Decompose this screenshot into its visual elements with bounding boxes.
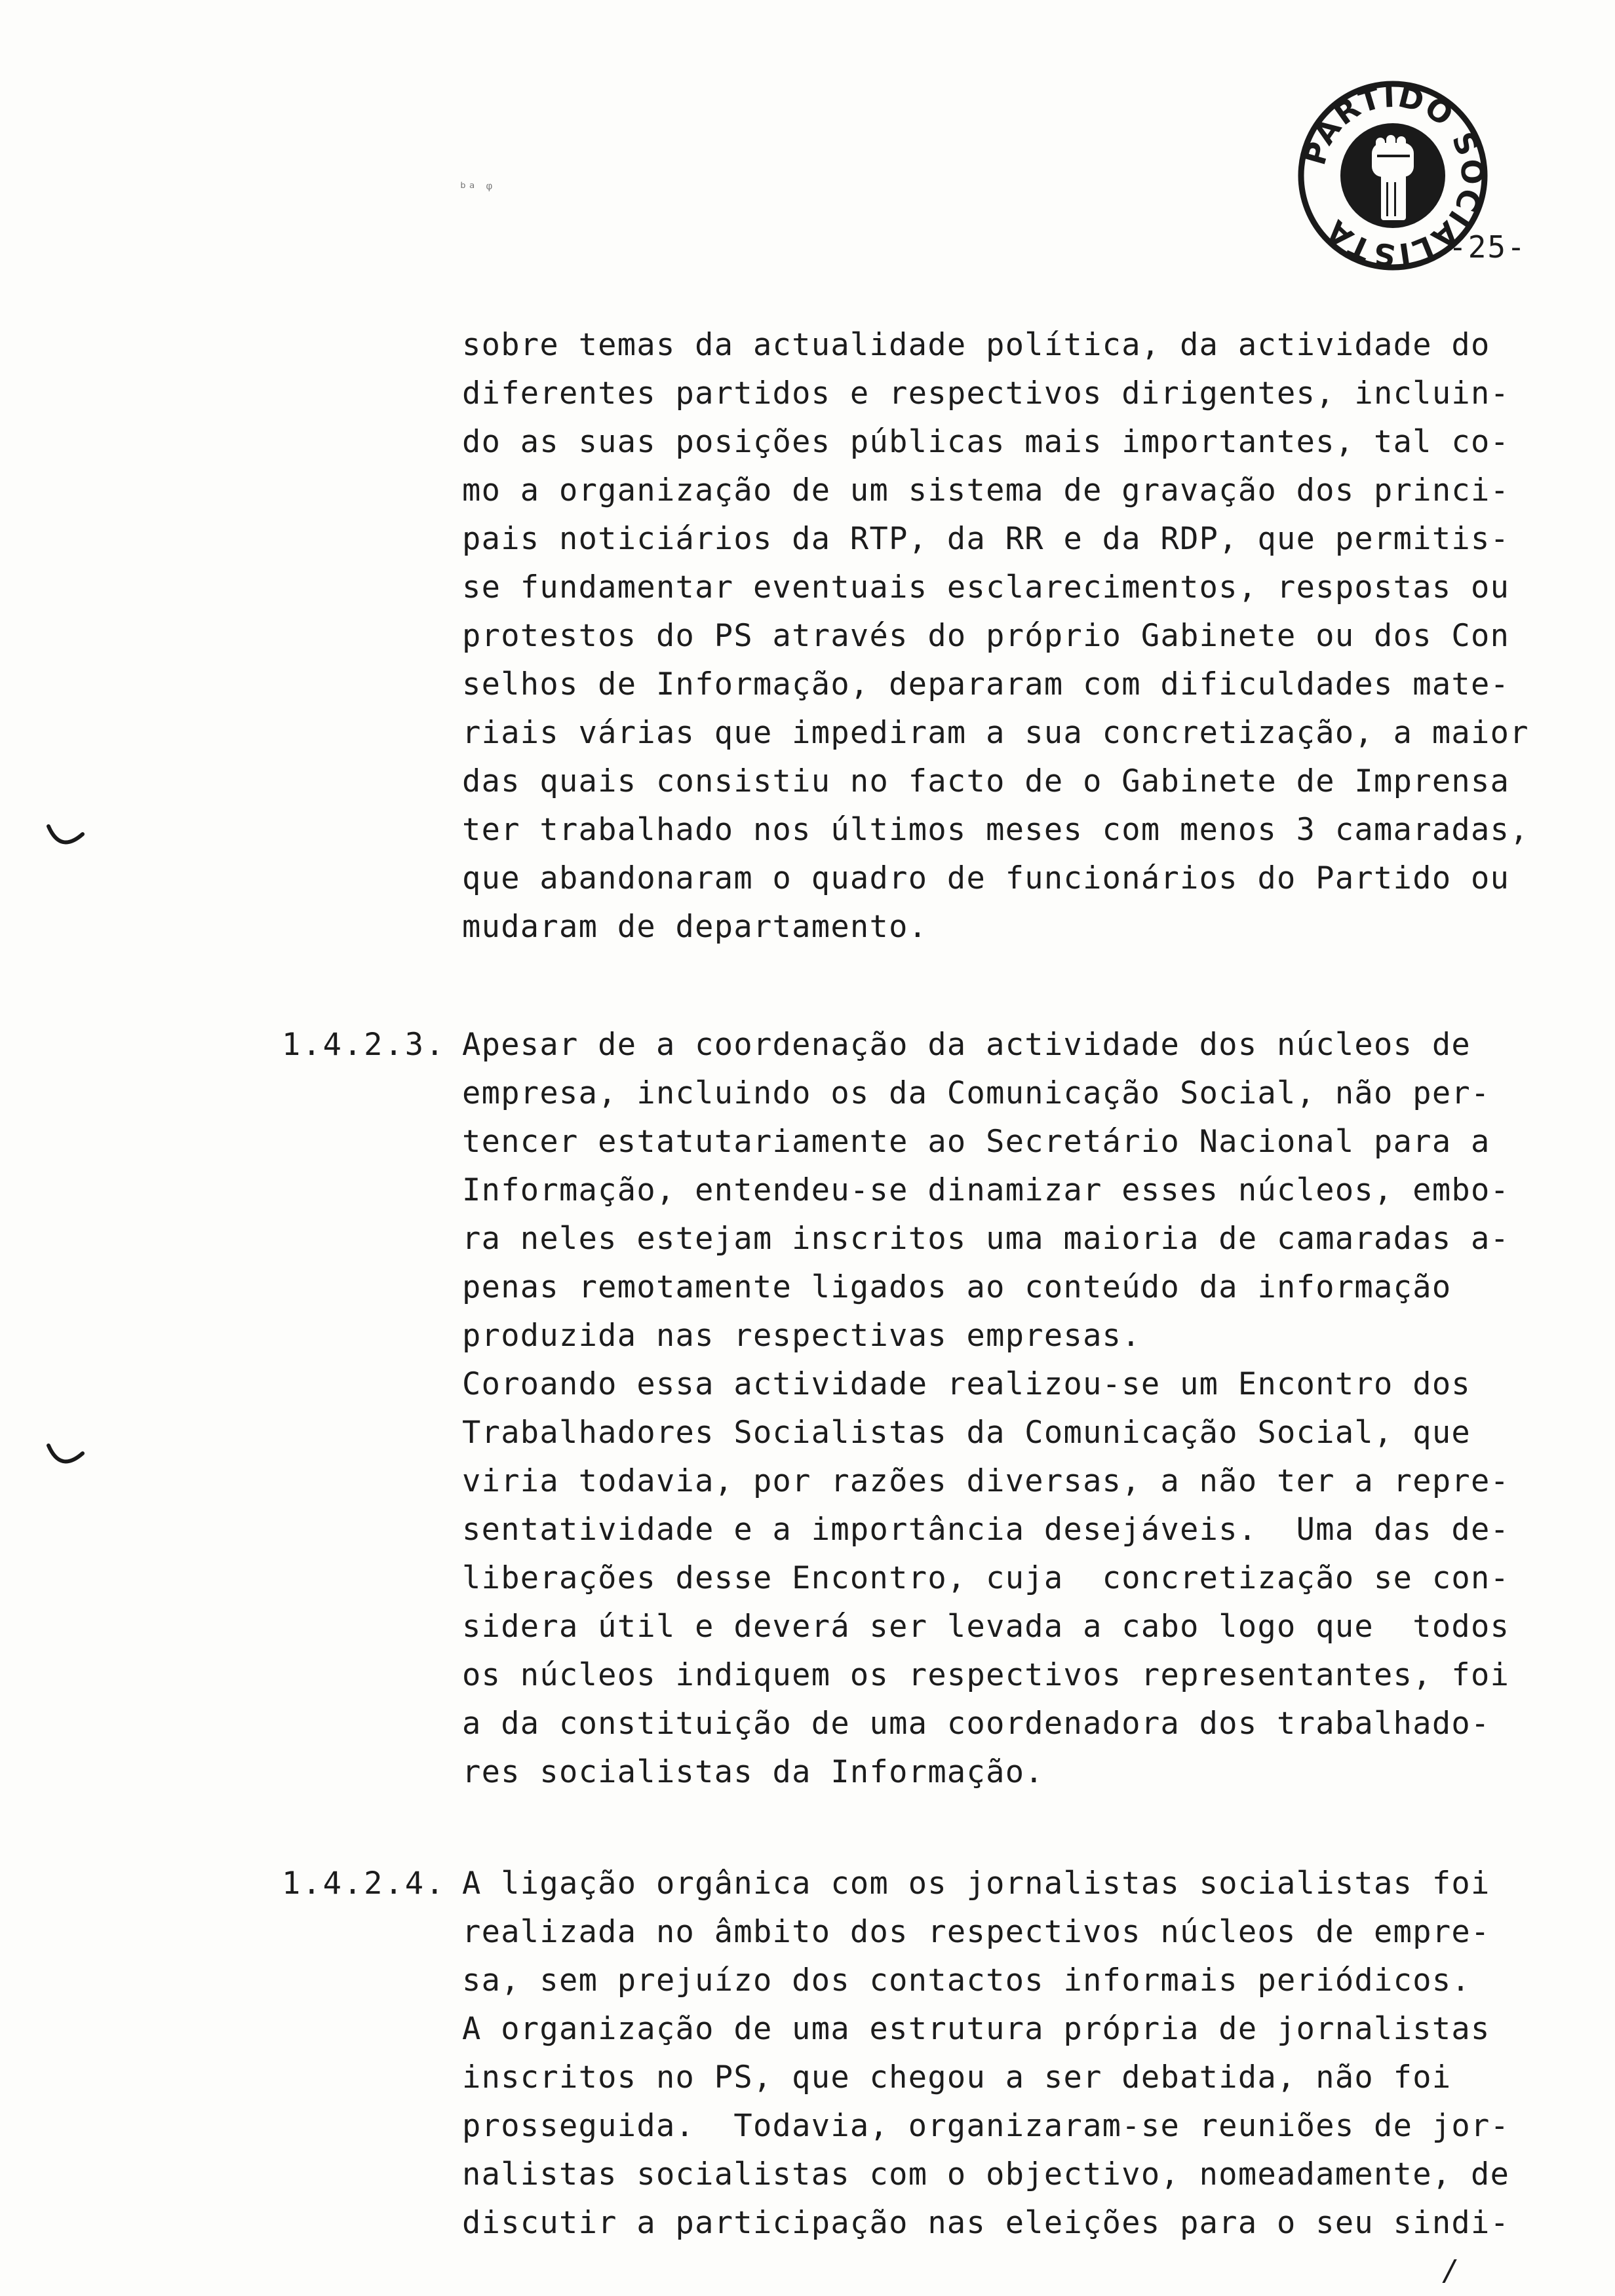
text-line: diferentes partidos e respectivos dirigentes, incluin- — [462, 375, 1510, 411]
text-line: prosseguida. Todavia, organizaram-se reuniões de jor- — [462, 2108, 1510, 2144]
text-line: liberações desse Encontro, cuja concretização se con- — [462, 1560, 1510, 1596]
text-line: discutir a participação nas eleições para o seu sindi- — [462, 2205, 1510, 2241]
binder-mark — [46, 822, 85, 862]
text-line: riais várias que impediram a sua concretização, a maior — [462, 715, 1529, 751]
text-line: mudaram de departamento. — [462, 909, 928, 945]
text-line: os núcleos indiquem os respectivos representantes, foi — [462, 1657, 1510, 1693]
text-line: a da constituição de uma coordenadora dos trabalhado- — [462, 1706, 1490, 1742]
page-number: -25- — [1449, 229, 1527, 265]
section-number: 1.4.2.3. — [282, 1027, 446, 1063]
text-line: Apesar de a coordenação da actividade dos núcleos de — [462, 1027, 1471, 1063]
text-line: Trabalhadores Socialistas da Comunicação Social, que — [462, 1415, 1471, 1451]
text-line: selhos de Informação, depararam com dificuldades mate- — [462, 666, 1510, 702]
text-line: do as suas posições públicas mais importantes, tal co- — [462, 424, 1510, 460]
text-line: pais noticiários da RTP, da RR e da RDP, que permitis- — [462, 521, 1510, 557]
binder-mark — [46, 1442, 85, 1481]
text-line: mo a organização de um sistema de gravação dos princi- — [462, 472, 1510, 508]
text-line: realizada no âmbito dos respectivos núcleos de empre- — [462, 1914, 1490, 1950]
text-line: ter trabalhado nos últimos meses com menos 3 camaradas, — [462, 812, 1529, 848]
text-line: res socialistas da Informação. — [462, 1754, 1044, 1790]
text-line: protestos do PS através do próprio Gabinete ou dos Con — [462, 618, 1510, 654]
text-line: ra neles estejam inscritos uma maioria de camaradas a- — [462, 1221, 1510, 1257]
logo-text: PARTIDO SOCIALISTA — [1296, 78, 1490, 274]
text-line: que abandonaram o quadro de funcionários do Partido ou — [462, 860, 1510, 896]
text-line: inscritos no PS, que chegou a ser debatida, não foi — [462, 2059, 1452, 2095]
text-line: produzida nas respectivas empresas. — [462, 1318, 1141, 1354]
text-line: se fundamentar eventuais esclarecimentos, respostas ou — [462, 569, 1510, 605]
section-number: 1.4.2.4. — [282, 1866, 446, 1902]
text-line: sobre temas da actualidade política, da actividade do — [462, 327, 1490, 363]
section-paragraph — [462, 1021, 1544, 1797]
text-line: Informação, entendeu-se dinamizar esses núcleos, embo- — [462, 1172, 1510, 1208]
text-line: sentatividade e a importância desejáveis. Uma das de- — [462, 1512, 1510, 1548]
text-line: A ligação orgânica com os jornalistas socialistas foi — [462, 1866, 1490, 1902]
section-paragraph — [462, 1860, 1544, 2248]
text-line: tencer estatutariamente ao Secretário Nacional para a — [462, 1124, 1490, 1160]
stray-marks: ᵇᵃ ᵠ — [459, 180, 494, 197]
text-line: viria todavia, por razões diversas, a não ter a repre- — [462, 1463, 1510, 1499]
text-line: A organização de uma estrutura própria de jornalistas — [462, 2011, 1490, 2047]
continuation-mark: / — [1442, 2254, 1460, 2287]
text-line: das quais consistiu no facto de o Gabinete de Imprensa — [462, 763, 1510, 799]
text-line: Coroando essa actividade realizou-se um Encontro dos — [462, 1366, 1471, 1402]
text-line: sa, sem prejuízo dos contactos informais periódicos. — [462, 1962, 1471, 1999]
text-line: sidera útil e deverá ser levada a cabo logo que todos — [462, 1609, 1510, 1645]
text-line: penas remotamente ligados ao conteúdo da informação — [462, 1269, 1452, 1305]
text-line: empresa, incluindo os da Comunicação Social, não per- — [462, 1075, 1490, 1111]
continuation-paragraph — [462, 321, 1544, 951]
text-line: nalistas socialistas com o objectivo, nomeadamente, de — [462, 2156, 1510, 2192]
